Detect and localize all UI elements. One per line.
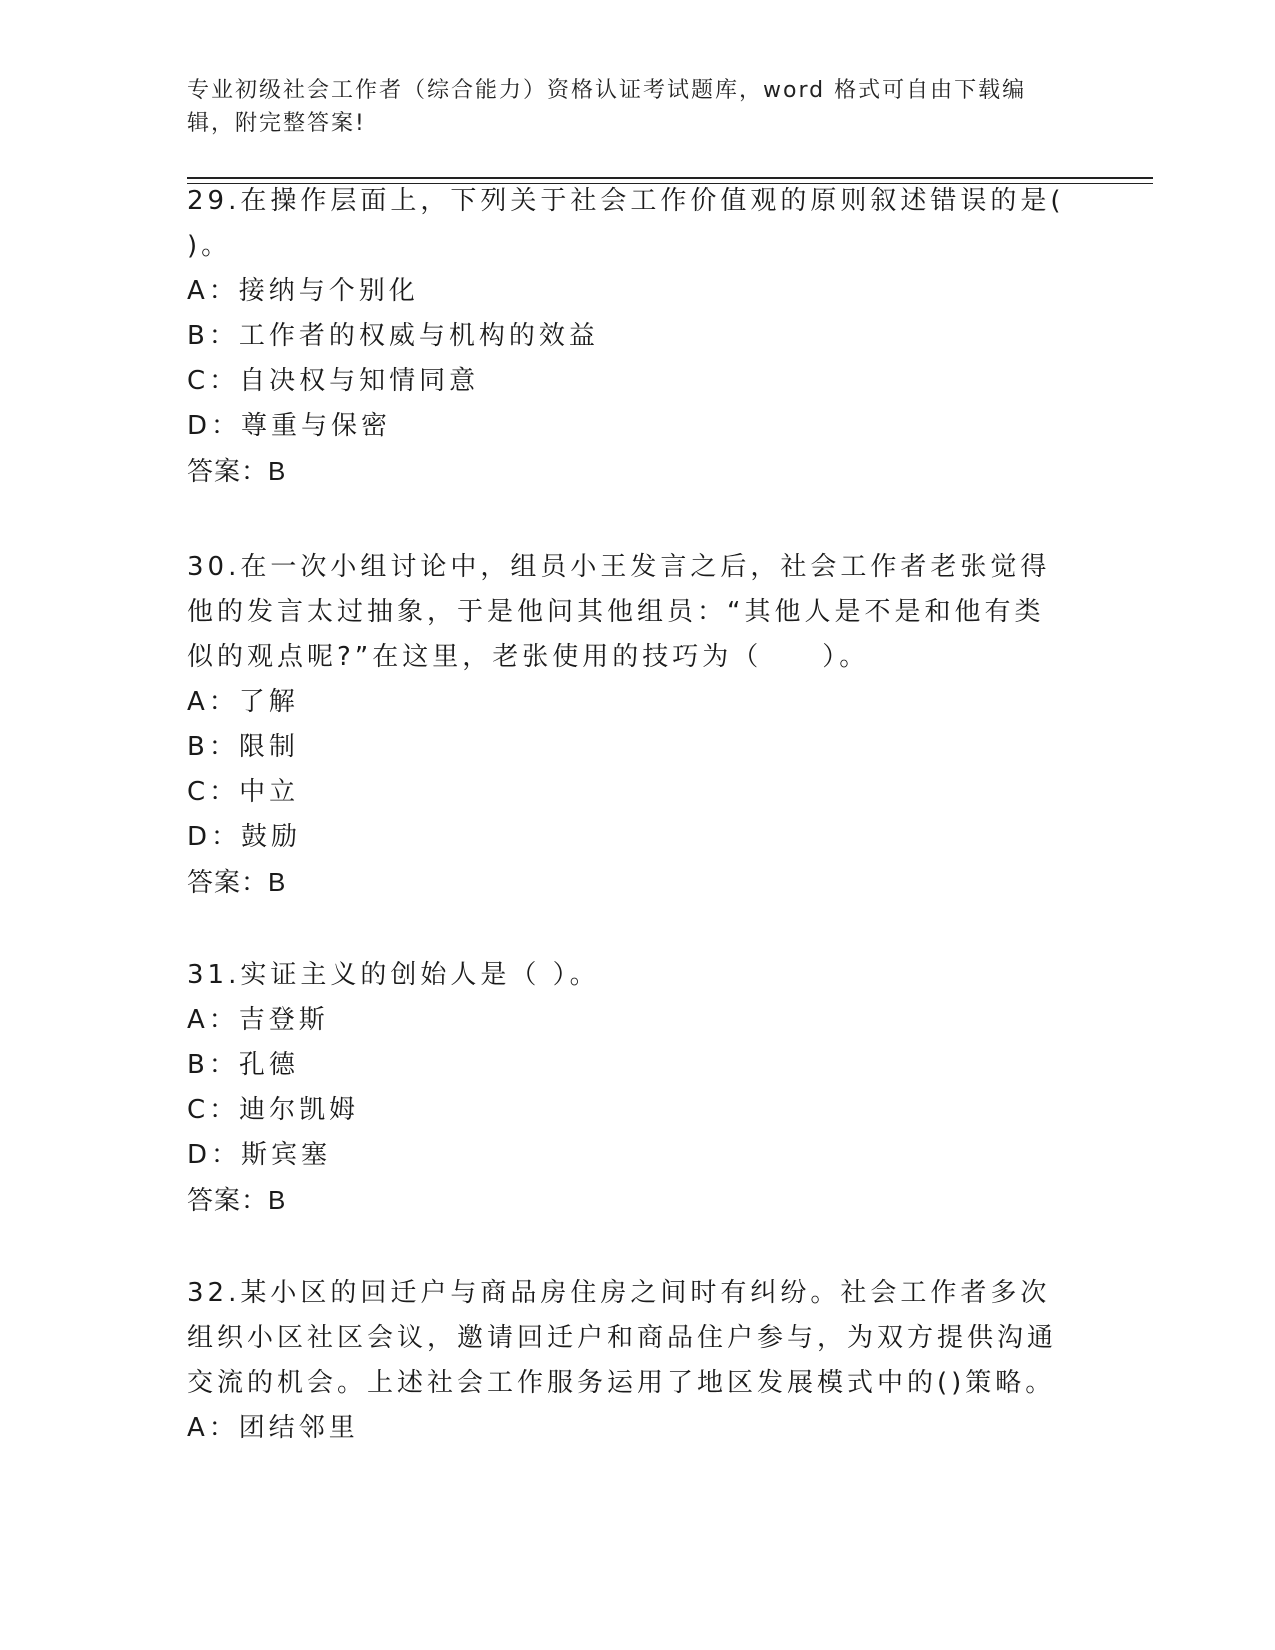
option-a: A：接纳与个别化: [187, 276, 419, 306]
option-a: A：团结邻里: [187, 1413, 359, 1443]
question-32: [187, 1271, 1067, 1451]
option-c: C：迪尔凯姆: [187, 1095, 360, 1125]
option-b: B：工作者的权威与机构的效益: [187, 321, 599, 351]
option-d: D：尊重与保密: [187, 411, 392, 441]
question-30: [187, 545, 1067, 905]
question-stem: 32.某小区的回迁户与商品房住房之间时有纠纷。社会工作者多次组织小区社区会议，邀请回迁户和商品住户参与，为双方提供沟通交流的机会。上述社会工作服务运用了地区发展模式中的()策略。: [187, 1278, 1058, 1398]
document-header: 专业初级社会工作者（综合能力）资格认证考试题库，word 格式可自由下载编辑，附完整答案!: [187, 78, 1027, 136]
option-a: A：吉登斯: [187, 1005, 329, 1035]
option-c: C：自决权与知情同意: [187, 366, 480, 396]
question-stem: 29.在操作层面上，下列关于社会工作价值观的原则叙述错误的是( )。: [187, 186, 1065, 261]
answer-line: 答案：B: [187, 867, 287, 897]
option-a: A：了解: [187, 687, 299, 717]
answer-line: 答案：B: [187, 456, 287, 486]
question-stem: 30.在一次小组讨论中，组员小王发言之后，社会工作者老张觉得他的发言太过抽象，于是他问其他组员：“其他人是不是和他有类似的观点呢?”在这里，老张使用的技巧为（ ）。: [187, 552, 1051, 672]
option-c: C：中立: [187, 777, 300, 807]
option-d: D：斯宾塞: [187, 1140, 332, 1170]
option-b: B：限制: [187, 732, 299, 762]
question-29: [187, 179, 1067, 494]
option-d: D：鼓励: [187, 822, 302, 852]
question-stem: 31.实证主义的创始人是（ ）。: [187, 960, 600, 990]
option-b: B：孔德: [187, 1050, 299, 1080]
question-31: [187, 953, 1067, 1223]
answer-line: 答案：B: [187, 1185, 287, 1215]
